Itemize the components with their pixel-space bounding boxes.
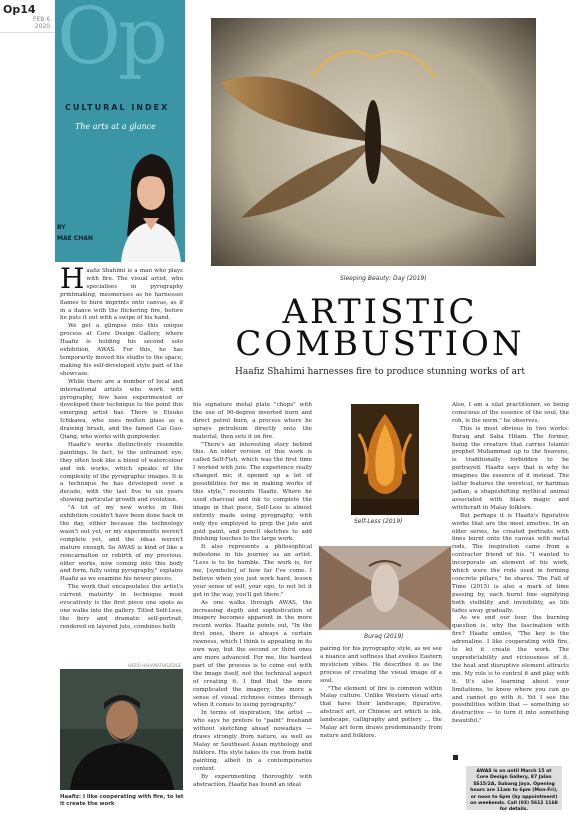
- byline: [57, 222, 93, 244]
- paragraph: As we end our tour, the burning question is, why the fascination with fire? Haafiz smiles, "The key is the adrenaline. I like cooperating with fire, to let it create the work. The unpredictability and viciousness of it, the heat and disruptive element attracts me. My role is to control it and play with it. It's also learning about your limitations, to know where you can go and cannot go with it. Yet I see the possibilities within that — something so destructive — to turn it into something beautiful.": [452, 615, 569, 725]
- column-1: [60, 262, 183, 630]
- author-portrait: [117, 140, 185, 262]
- paragraph: pairing for his pyrography style, as we see a nuance and softness that evokes Eastern mysticism vibes. He describes it as the process of creating the visual image of a soul.: [320, 646, 442, 684]
- byline-name: MAE CHAN: [57, 235, 93, 242]
- paragraph: This is most obvious in two works: Buraq and Saba Hitam. The former, being the creature that carries Islamic prophet Muhammad up to the heavens, is traditionally forbidden to be portrayed. Haafiz says that is why he imagines the essence of it instead. The latter features the weretcat, or harimau jadian, a shapeshifting mythical animal associated with black magic and witchcraft in Malay folklore.: [452, 425, 569, 511]
- paragraph: But perhaps it is Haafiz's figurative works that are the most emotive. In an older series, he created portraits with lines burnt onto the canvas with metal rods. The inspiration came from a contractor friend of his. "I wanted to incorporate an element of his work, which were the rods used in forming concrete pillars," he shares. The Fall of Time (2015) is also a mark of time passing by, each burnt line signifying both visibility and invisibility, as life fades away gradually.: [452, 512, 569, 614]
- column-4: [452, 402, 569, 764]
- paragraph: We get a glimpse into this unique process at Core Design Gallery, where Haafiz is holding his second solo exhibition, AWAS. For this, he has temporarily moved his studio to the space, making his self-developed style part of the showcase.: [60, 323, 183, 377]
- end-mark: [453, 755, 458, 760]
- section-tagline: The arts at a glance: [75, 122, 156, 131]
- paragraph: his signature metal plate "chops" with the use of 90-degree inverted burn and direct petrol burn, a process where he sprays petroleum directly onto the material, then sets it on fire.: [193, 402, 312, 440]
- paragraph: As one walks through AWAS, the increasing depth and sophistication of imagery becomes apparent in the more recent works. Haafiz points out, "In the first ones, there is always a certain rawness, which I think is appealing in its own way, but the second or third ones are more advanced. For me, the hardest part of the process is to come out with the image itself, not the technical aspect of creating it. I find that the more complicated the imagery, the more a sense of visual richness comes through when it comes to using pyrography.": [193, 599, 312, 709]
- selfless-artwork: [351, 404, 419, 515]
- column-2: [193, 402, 312, 802]
- byline-by: BY: [57, 224, 66, 231]
- paragraph: The work that encapsulates the artist's current maturity in technique most evocatively is the first piece one spots as one walks into the gallery. Titled Self-Less, the fiery and dramatic self-portrait, rendered on layered jute, combines both: [60, 584, 183, 630]
- issue-date: [33, 16, 50, 30]
- exhibition-info-box: AWAS is on until March 15 at Core Design Gallery, 87 Jalan SS15/2A, Subang Jaya. Opening hours are 11am to 6pm (Mon-Fri), or noon to 6pm (by appointment) on weekends. Call (03) 5612 1168 for details.: [466, 766, 562, 810]
- article-deck: Haafiz Shahimi harnesses fire to produce stunning works of art: [235, 367, 525, 377]
- hero-caption-text: Sleeping Beauty: Day (2019): [340, 275, 427, 282]
- paragraph: aafiz Shahimi is a man who plays with fire. The visual artist, who specialises in pyrography printmaking, mesmerises as he harnesses flames to burn imprints onto canvas, as if in a dance with the flickering fire, before he puts it out with a swipe of his hand.: [60, 268, 183, 322]
- title-line-1: ARTISTIC: [282, 292, 478, 332]
- column-3: [320, 646, 442, 806]
- artist-photo: [60, 669, 183, 790]
- paragraph: "The element of fire is common within Malay culture. Unlike Western visual arts that have their landscape, figurative, abstract art, or Chinese art which is ink, landscape, calligraphy and pottery ... the Malay art form draws predominantly from nature and folklore.: [320, 685, 442, 739]
- issue-date-line2: 2020: [34, 23, 51, 30]
- section-number: Op14: [3, 3, 36, 16]
- paragraph: It also represents a philosophical milestone in his journey as an artist. "Less is to be humble. The work is, for me, [symbolic] of how far I've come. I believe when you just work hard, lessen your sense of self, your ego, to not let it get in the way, you'll get there.": [193, 544, 312, 598]
- buraq-caption: Buraq (2019): [364, 633, 404, 640]
- paragraph: In terms of inspiration, the artist — who says he prefers to "paint" freehand without sketching ahead nowadays — draws strongly from nature, as well as Malay or Southeast Asian mythology and folklore. His style takes its cue from batik painting, albeit in a contemporaries context.: [193, 710, 312, 772]
- paragraph: "A lot of my new works in this exhibition couldn't have been done back in the day, either because the technology wasn't out yet, or my experiments weren't complete yet, and the ideas weren't mature enough. So AWAS is kind of like a reincarnation or rebirth of my previous, older works, now coming into this body and form, fully using pyrography," explains Haafiz as we examine his newer pieces.: [60, 505, 183, 583]
- section-logo: Op: [57, 0, 165, 82]
- issue-date-line1: FEB 6: [33, 16, 51, 23]
- drop-cap: H: [60, 262, 85, 295]
- paragraph: "There's an interesting story behind this. An older version of this work is called Self-Fish, which was the first time I worked with jute. The experience really changed me; it opened up a lot of possibilities for me in making works of this style," recounts Haafiz. Where he used charcoal and ink to complete the image in that piece, Self-Less is almost entirely made using pyrography, with only dye employed to prep the jute and gold paint, and pencil sketches to add finishing touches to the large work.: [193, 441, 312, 543]
- section-panel: [55, 0, 185, 262]
- title-line-2: COMBUSTION: [235, 324, 525, 364]
- issue-tag: [0, 0, 55, 33]
- photo-credit: HAZIQ HAHAMATHIS/EDGE: [128, 663, 182, 668]
- article-title: [220, 292, 540, 364]
- buraq-artwork: [319, 546, 451, 630]
- paragraph: Also, I am a silat practitioner, so being conscious of the essence of the soul, the roh, is the norm," he observes.: [452, 402, 569, 424]
- artist-caption: Haafiz: I like cooperating with fire, to let it create the work: [60, 794, 184, 807]
- paragraph: By experimenting thoroughly with abstraction, Haafiz has found an ideal: [193, 773, 312, 788]
- paragraph: While there are a number of local and international artists who work with pyrography, few have experimented or developed their technique to the point this emerging artist has. There is Etsuko Ichikawa, who uses molten glass as a drawing brush, and the famed Cai Guo-Qiang, who works with gunpowder.: [60, 378, 183, 441]
- section-title: CULTURAL INDEX: [65, 103, 170, 112]
- hero-artwork: [211, 18, 536, 266]
- selfless-caption: Self-Less (2019): [354, 518, 403, 525]
- paragraph: Haafiz's works distinctively resemble paintings. In fact, to the untrained eye, they often look like a blend of watercolour and ink works, which speaks of the complexity of the pyrographic images. It is a technique he has developed over a decade, with the last five to six years showing particular growth and evolution.: [60, 441, 183, 504]
